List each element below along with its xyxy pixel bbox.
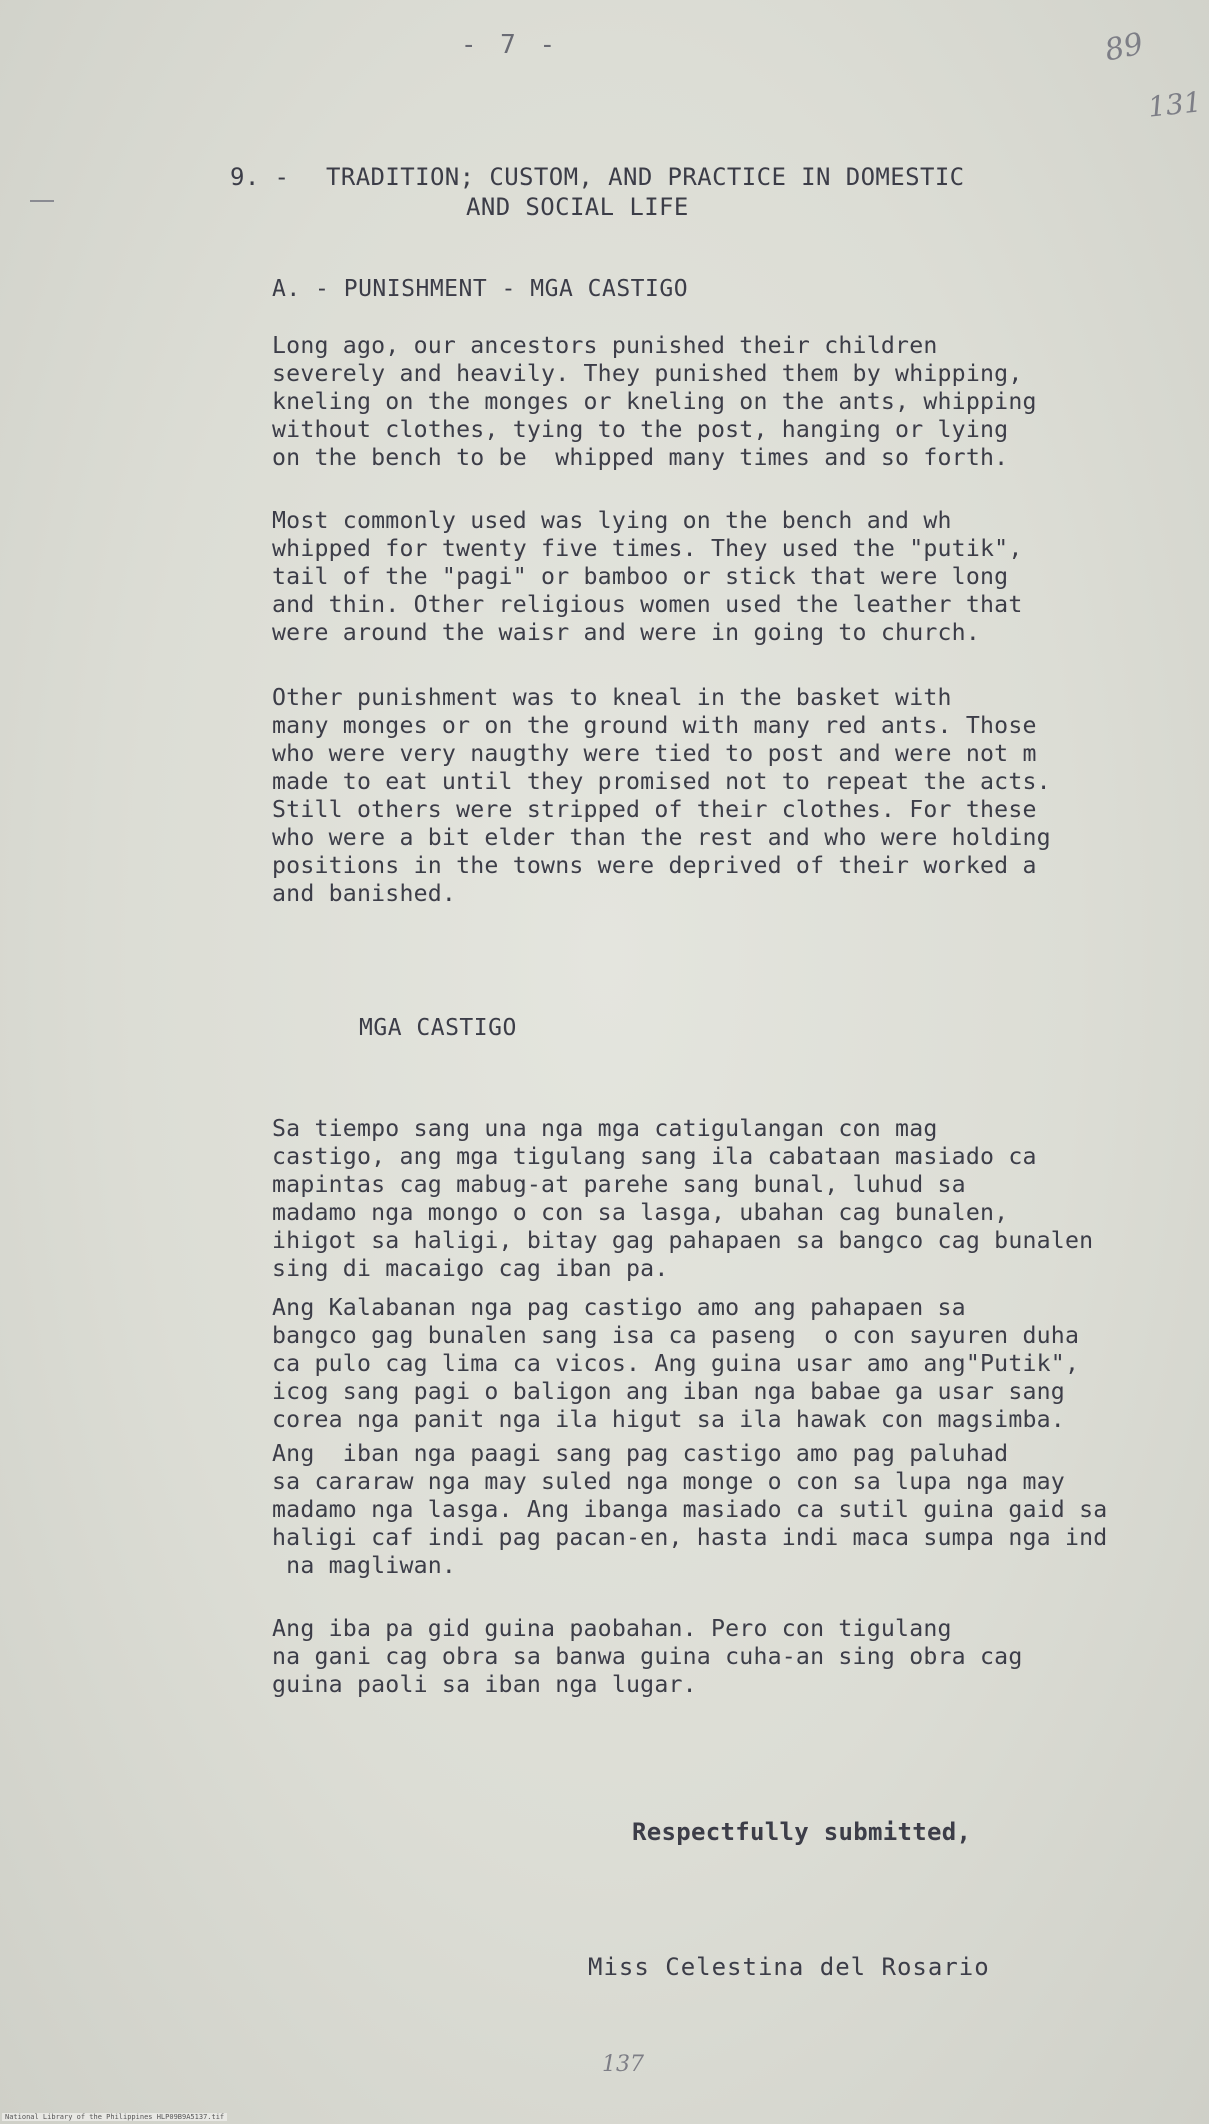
hiligaynon-paragraph: Ang iba pa gid guina paobahan. Pero con tigulang na gani cag obra sa banwa guina cuha-an sing obra cag guina paoli sa iban nga lugar. [272,1615,1023,1698]
title-line-1 [230,162,1030,192]
section-number: 9. - [230,163,290,191]
hiligaynon-paragraph: Sa tiempo sang una nga mga catigulangan con mag castigo, ang mga tigulang sang ila cabataan masiado ca mapintas cag mabug-at parehe sang bunal, luhud sa madamo nga mongo o con sa lasga, ubahan cag bunalen, ihigot sa haligi, bitay gag pahapaen sa bangco cag bunalen sing di macaigo cag iban pa. [272,1115,1094,1282]
closing-line: Respectfully submitted, [632,1818,972,1846]
subsection-heading-castigo: MGA CASTIGO [359,1015,517,1041]
english-paragraph: Most commonly used was lying on the bench and wh whipped for twenty five times. They used the "putik", tail of the "pagi" or bamboo or stick that were long and thin. Other religious women used the leather that were around the waisr and were in going to church. [272,507,1023,646]
subsection-heading-punishment: A. - PUNISHMENT - MGA CASTIGO [272,276,689,302]
english-paragraph: Other punishment was to kneal in the basket with many monges or on the ground with many red ants. Those who were very naugthy were tied to post and were not m made to eat until they promised not to repeat the acts. Still others were stripped of their clothes. For these who were a bit elder than the rest and who were holding positions in the towns were deprived of their worked a and banished. [272,684,1051,907]
section-title [230,162,1030,222]
hiligaynon-paragraph: Ang iban nga paagi sang pag castigo amo pag paluhad sa cararaw nga may suled nga monge o con sa lupa nga may madamo nga lasga. Ang ibanga masiado ca sutil guina gaid sa haligi caf indi pag pacan-en, hasta indi maca sumpa nga ind na magliwan. [272,1440,1108,1579]
title-line-2: AND SOCIAL LIFE [466,193,689,221]
english-paragraph: Long ago, our ancestors punished their children severely and heavily. They punished them by whipping, kneling on the monges or kneling on the ants, whipping without clothes, tying to the post, hanging or lying on the bench to be whipped many times and so forth. [272,332,1037,471]
handwritten-folio-number: 131 [1146,85,1204,124]
signature-name: Miss Celestina del Rosario [588,1953,990,1981]
margin-scratch [30,200,54,202]
title-text: TRADITION; CUSTOM, AND PRACTICE IN DOMESTIC [326,163,965,191]
hiligaynon-paragraph: Ang Kalabanan nga pag castigo amo ang pahapaen sa bangco gag bunalen sang isa ca paseng o con sayuren duha ca pulo cag lima ca vicos. Ang guina usar amo ang"Putik", icog sang pagi o baligon ang iban nga babae ga usar sang corea nga panit nga ila higut sa ila hawak con magsimba. [272,1294,1080,1433]
page-number: - 7 - [460,30,560,60]
handwritten-page-number: 89 [1101,26,1147,69]
archive-footer-note: National Library of the Philippines HLP09B9A5137.tif [2,2113,227,2121]
handwritten-initials: 137 [602,2052,644,2077]
